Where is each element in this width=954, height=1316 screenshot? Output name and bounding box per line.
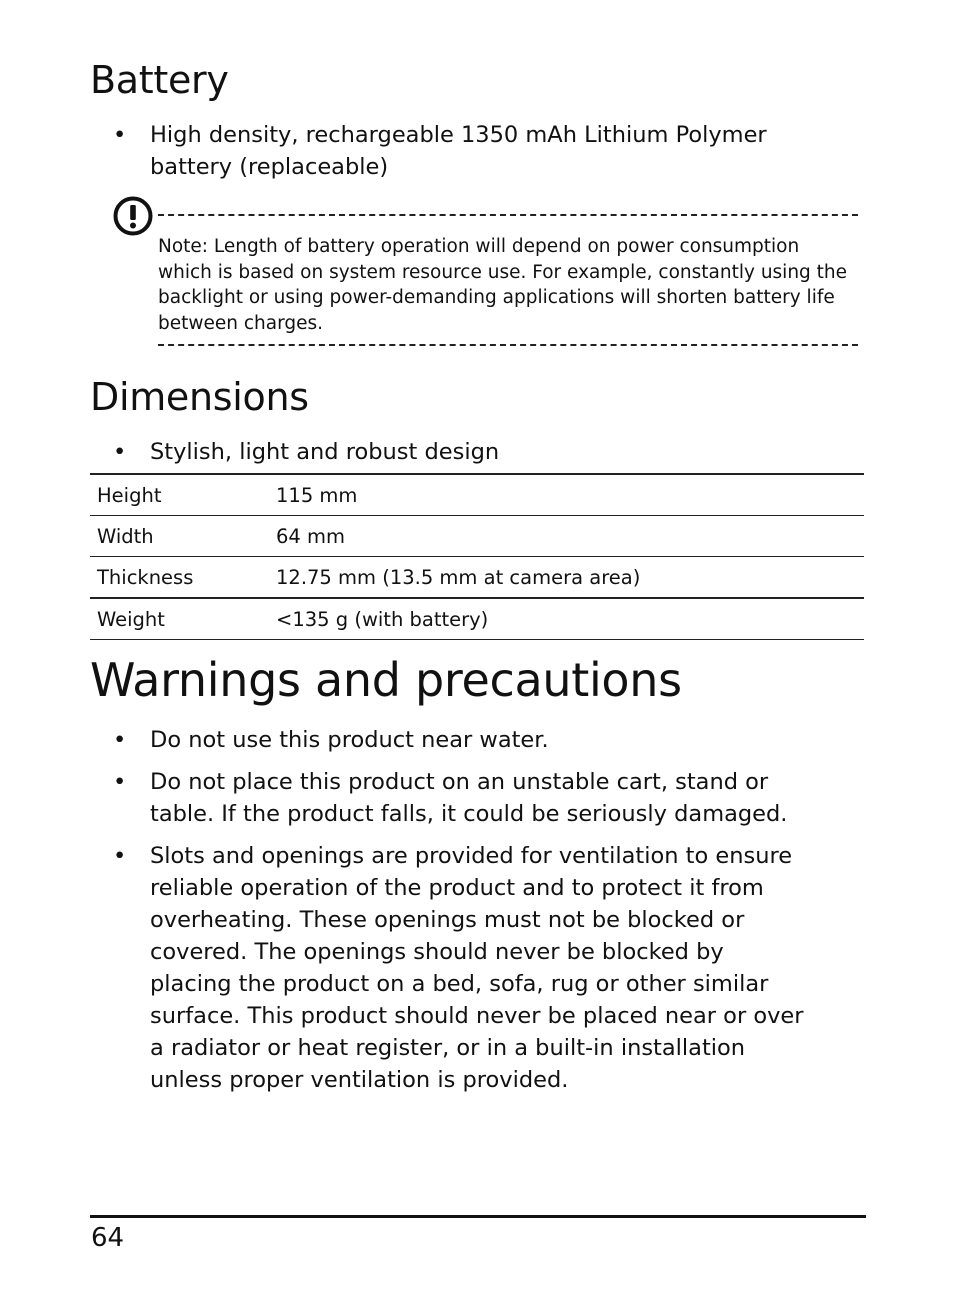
bullet-icon: •	[113, 727, 127, 753]
table-row	[90, 516, 864, 557]
note-bottom-divider	[158, 344, 858, 346]
table-cell-value: 115 mm	[269, 474, 864, 516]
list-item-text: Stylish, light and robust design	[150, 439, 500, 465]
list-item	[110, 436, 810, 468]
footer-divider	[90, 1215, 866, 1218]
warnings-bullet-list	[110, 724, 810, 1106]
list-item	[110, 840, 810, 1096]
dimensions-table	[90, 473, 864, 640]
list-item-text: High density, rechargeable 1350 mAh Lithium Polymer battery (replaceable)	[150, 122, 767, 180]
table-cell-value: 64 mm	[269, 516, 864, 557]
battery-bullet-list	[110, 119, 810, 193]
list-item-text: Do not place this product on an unstable cart, stand or table. If the product falls, it could be seriously damaged.	[150, 769, 788, 827]
table-cell-value: 12.75 mm (13.5 mm at camera area)	[269, 557, 864, 599]
note-top-divider	[158, 214, 858, 216]
table-row	[90, 474, 864, 516]
list-item-text: Slots and openings are provided for ventilation to ensure reliable operation of the product and to protect it from overheating. These openings must not be blocked or covered. The openings should never be blocked by placing the product on a bed, sofa, rug or other similar surface. This product should never be placed near or over a radiator or heat register, or in a built-in installation unless proper ventilation is provided.	[150, 843, 804, 1093]
table-row	[90, 598, 864, 640]
exclamation-circle-icon	[113, 196, 153, 236]
table-row	[90, 557, 864, 599]
page-number: 64	[91, 1223, 125, 1253]
table-cell-label: Width	[90, 516, 269, 557]
list-item	[110, 119, 810, 183]
battery-note	[158, 234, 858, 336]
list-item	[110, 724, 810, 756]
list-item	[110, 766, 810, 830]
table-cell-label: Weight	[90, 598, 269, 640]
table-cell-value: <135 g (with battery)	[269, 598, 864, 640]
bullet-icon: •	[113, 769, 127, 795]
list-item-text: Do not use this product near water.	[150, 727, 549, 753]
bullet-icon: •	[113, 843, 127, 869]
battery-heading: Battery	[90, 58, 229, 102]
table-cell-label: Thickness	[90, 557, 269, 599]
dimensions-bullet-list	[110, 436, 810, 478]
note-body: Length of battery operation will depend on power consumption which is based on system resource use. For example, constantly using the backlight or using power-demanding applications will shorten battery life between charges.	[158, 236, 848, 334]
table-cell-label: Height	[90, 474, 269, 516]
bullet-icon: •	[113, 439, 127, 465]
warnings-heading: Warnings and precautions	[90, 653, 682, 707]
dimensions-heading: Dimensions	[90, 375, 309, 419]
bullet-icon: •	[113, 122, 127, 148]
note-label: Note:	[158, 236, 209, 257]
